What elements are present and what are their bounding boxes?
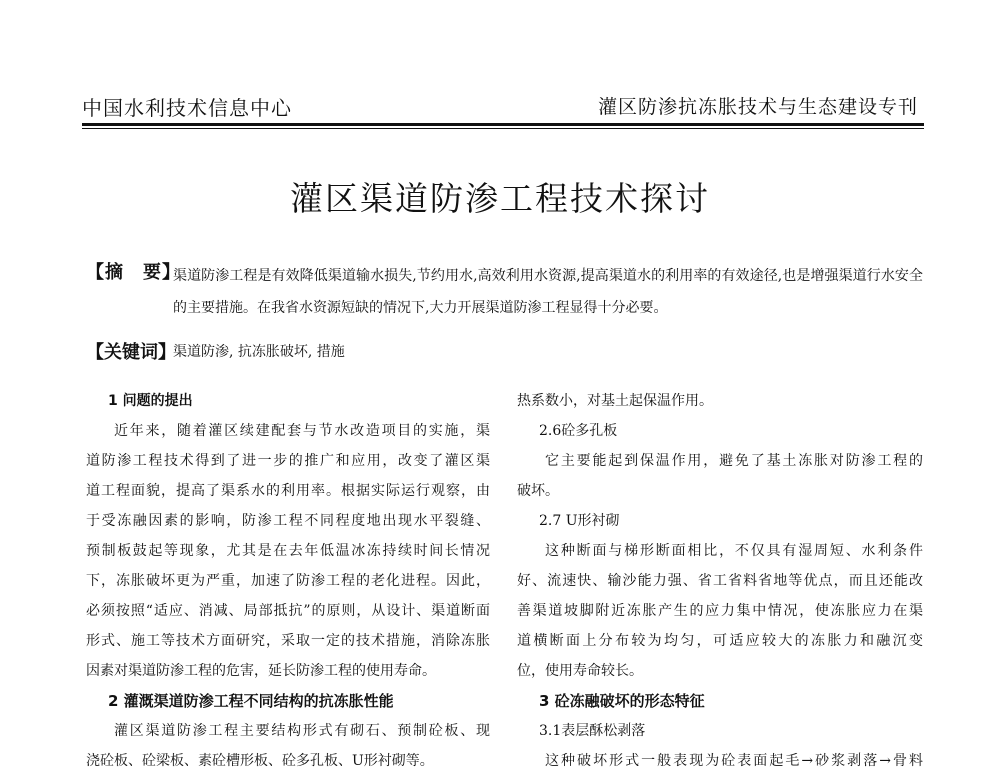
body-line: 浇砼板、砼梁板、素砼槽形板、砼多孔板、U形衬砌等。: [86, 753, 434, 769]
keywords-label: 【关键词】: [86, 342, 176, 363]
section-3-1-heading: 3.1表层酥松剥落: [539, 723, 646, 739]
body-line: 好、流速快、输沙能力强、省工省料省地等优点，而且还能改: [517, 573, 923, 589]
header-publisher: 中国水利技术信息中心: [82, 96, 292, 120]
body-line: 道工程面貌，提高了渠系水的利用率。根据实际运行观察，由: [86, 483, 490, 499]
body-line: 热系数小，对基土起保温作用。: [517, 393, 713, 409]
keywords-text: 渠道防渗, 抗冻胀破坏, 措施: [173, 344, 345, 360]
body-line: 形式、施工等技术方面研究，采取一定的技术措施，消除冻胀: [86, 633, 490, 649]
body-line: 它主要能起到保温作用，避免了基土冻胀对防渗工程的: [545, 453, 923, 469]
body-line: 位，使用寿命较长。: [517, 663, 643, 679]
section-1-heading: 1 问题的提出: [108, 393, 193, 409]
abstract-label: 【摘 要】: [86, 262, 181, 283]
header-rule-thick: [82, 123, 924, 126]
body-line: 因素对渠道防渗工程的危害，延长防渗工程的使用寿命。: [86, 663, 436, 679]
running-header: [82, 92, 924, 122]
abstract-text: 渠道防渗工程是有效降低渠道输水损失,节约用水,高效利用水资源,提高渠道水的利用率的有效途径,也是增强渠道行水安全的主要措施。在我省水资源短缺的情况下,大力开展渠道防渗工程显得十分必要。: [173, 268, 923, 316]
body-line: 必须按照“适应、消减、局部抵抗”的原则，从设计、渠道断面: [86, 603, 490, 619]
section-3-heading: 3 砼冻融破坏的形态特征: [539, 692, 705, 710]
body-line: 这种断面与梯形断面相比，不仅具有湿周短、水利条件: [545, 543, 923, 559]
section-2-6-heading: 2.6砼多孔板: [539, 423, 618, 439]
body-line: 于受冻融因素的影响，防渗工程不同程度地出现水平裂缝、: [86, 513, 490, 529]
body-line: 这种破坏形式一般表现为砼表面起毛→砂浆剥落→骨料: [545, 753, 923, 769]
body-line: 预制板鼓起等现象，尤其是在去年低温冰冻持续时间长情况: [86, 543, 490, 559]
section-2-7-heading: 2.7 U形衬砌: [539, 513, 620, 529]
body-line: 善渠道坡脚附近冻胀产生的应力集中情况，使冻胀应力在渠: [517, 603, 923, 619]
header-rule-thin: [82, 128, 924, 129]
body-line: 破坏。: [517, 483, 559, 499]
section-2-heading: 2 灌溉渠道防渗工程不同结构的抗冻胀性能: [108, 692, 394, 710]
header-issue-title: 灌区防渗抗冻胀技术与生态建设专刊: [597, 96, 918, 118]
body-line: 灌区渠道防渗工程主要结构形式有砌石、预制砼板、现: [114, 723, 490, 739]
left-column: [86, 386, 490, 776]
right-column: [517, 386, 923, 776]
article-title: 灌区渠道防渗工程技术探讨: [290, 179, 710, 218]
body-line: 道横断面上分布较为均匀，可适应较大的冻胀力和融沉变: [517, 633, 923, 649]
body-line: 下，冻胀破坏更为严重，加速了防渗工程的老化进程。因此，: [86, 573, 490, 589]
body-line: 近年来，随着灌区续建配套与节水改造项目的实施，渠: [114, 423, 490, 439]
body-line: 道防渗工程技术得到了进一步的推广和应用，改变了灌区渠: [86, 453, 490, 469]
